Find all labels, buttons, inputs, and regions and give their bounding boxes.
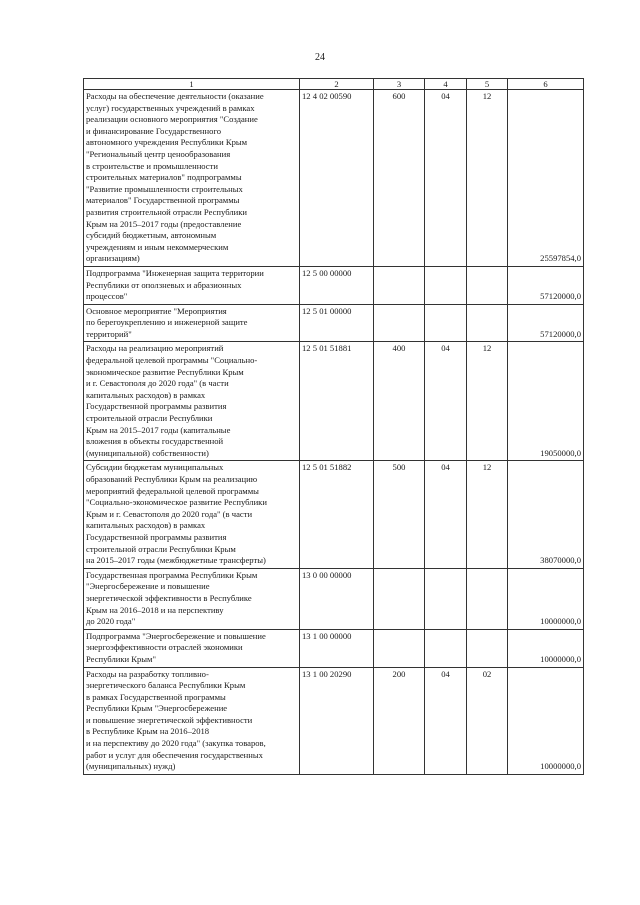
row-section: 04 — [425, 342, 467, 461]
row-subsection — [467, 568, 508, 629]
description-line: Республики Крым "Энергосбережение — [86, 703, 228, 714]
description-line: капитальных расходов) в рамках — [86, 389, 206, 400]
description-line: Расходы на разработку топливно- — [86, 668, 209, 679]
table-row — [84, 568, 584, 629]
row-amount: 57120000,0 — [508, 304, 584, 342]
row-expense-type — [374, 304, 425, 342]
description-line: работ и услуг для обеспечения государственных — [86, 749, 263, 760]
column-header: 4 — [425, 79, 467, 90]
description-line: экономическое развитие Республики Крым — [86, 366, 244, 377]
description-line: на 2015–2017 годы (межбюджетные трансферты) — [86, 555, 266, 566]
column-header: 5 — [467, 79, 508, 90]
table-header-row — [84, 79, 584, 90]
page-number: 24 — [315, 52, 325, 63]
row-section — [425, 266, 467, 304]
description-line: Субсидии бюджетам муниципальных — [86, 462, 224, 473]
description-line: Крым на 2015–2017 годы (предоставление — [86, 218, 242, 229]
description-line: учреждениям и иным некоммерческим — [86, 241, 229, 252]
row-code: 13 0 00 00000 — [300, 568, 374, 629]
description-line: до 2020 года" — [86, 616, 136, 627]
description-line: Крым и г. Севастополя до 2020 года" (в части — [86, 508, 253, 519]
description-line: Государственной программы развития — [86, 531, 227, 542]
row-section: 04 — [425, 90, 467, 267]
description-line: энергоэффективности отраслей экономики — [86, 642, 243, 653]
description-line: и г. Севастополя до 2020 года" (в части — [86, 378, 229, 389]
description-line: Основное мероприятие "Мероприятия — [86, 305, 227, 316]
description-line: по берегоукреплению и инженерной защите — [86, 317, 248, 328]
description-line: вложения в объекты государственной — [86, 436, 224, 447]
description-line: "Энергосбережение и повышение — [86, 581, 210, 592]
description-line: и на перспективу до 2020 года" (закупка товаров, — [86, 738, 266, 749]
description-line: Расходы на обеспечение деятельности (оказание — [86, 91, 264, 101]
row-amount: 10000000,0 — [508, 629, 584, 667]
row-section — [425, 629, 467, 667]
description-line: и финансирование Государственного — [86, 125, 222, 136]
row-expense-type — [374, 629, 425, 667]
row-subsection — [467, 629, 508, 667]
description-line: Подпрограмма "Энергосбережение и повышение — [86, 630, 266, 641]
row-description — [84, 568, 300, 629]
column-header: 1 — [84, 79, 300, 90]
description-line: материалов" Государственной программы — [86, 195, 240, 206]
row-description — [84, 342, 300, 461]
description-line: энергетической эффективности в Республике — [86, 592, 252, 603]
description-line: реализации основного мероприятия "Создание — [86, 114, 258, 125]
description-line: образований Республики Крым на реализацию — [86, 474, 258, 484]
description-line: Подпрограмма "Инженерная защита территории — [86, 267, 264, 278]
description-line: капитальных расходов) в рамках — [86, 520, 206, 531]
row-subsection: 02 — [467, 667, 508, 774]
description-line: и повышение энергетической эффективности — [86, 714, 253, 725]
row-code: 13 1 00 00000 — [300, 629, 374, 667]
description-line: субсидий бюджетным, автономным — [86, 230, 217, 241]
row-code: 12 5 01 51881 — [300, 342, 374, 461]
row-description — [84, 461, 300, 568]
row-expense-type — [374, 266, 425, 304]
row-section — [425, 568, 467, 629]
row-expense-type: 600 — [374, 90, 425, 267]
description-line: Республики Крым" — [86, 653, 157, 664]
description-line: (муниципальной) собственности) — [86, 447, 209, 458]
table-row — [84, 304, 584, 342]
row-amount: 10000000,0 — [508, 568, 584, 629]
description-line: в строительстве и промышленности — [86, 160, 218, 171]
row-section — [425, 304, 467, 342]
row-section: 04 — [425, 461, 467, 568]
description-line: "Региональный центр ценообразования — [86, 148, 231, 159]
description-line: строительных материалов" подпрограммы — [86, 172, 242, 183]
row-code: 13 1 00 20290 — [300, 667, 374, 774]
row-amount: 10000000,0 — [508, 667, 584, 774]
row-section: 04 — [425, 667, 467, 774]
description-line: Расходы на реализацию мероприятий — [86, 343, 224, 354]
description-line: Государственная программа Республики Крым — [86, 569, 258, 580]
budget-table — [83, 78, 584, 775]
row-code: 12 5 01 00000 — [300, 304, 374, 342]
row-amount: 57120000,0 — [508, 266, 584, 304]
row-subsection: 12 — [467, 90, 508, 267]
row-expense-type: 500 — [374, 461, 425, 568]
row-subsection: 12 — [467, 342, 508, 461]
row-amount: 38070000,0 — [508, 461, 584, 568]
row-subsection — [467, 304, 508, 342]
column-header: 2 — [300, 79, 374, 90]
description-line: автономного учреждения Республики Крым — [86, 137, 248, 148]
table-row — [84, 667, 584, 774]
table-row — [84, 461, 584, 568]
description-line: строительной отрасли Республики Крым — [86, 543, 236, 554]
description-line: Республики от оползневых и абразионных — [86, 279, 242, 290]
row-code: 12 5 01 51882 — [300, 461, 374, 568]
row-subsection — [467, 266, 508, 304]
description-line: организациям) — [86, 253, 140, 264]
description-line: в Республике Крым на 2016–2018 — [86, 726, 210, 737]
row-description — [84, 629, 300, 667]
row-code: 12 5 00 00000 — [300, 266, 374, 304]
description-line: строительной отрасли Республики — [86, 413, 213, 424]
row-code: 12 4 02 00590 — [300, 90, 374, 267]
description-line: развития строительной отрасли Республики — [86, 206, 248, 217]
description-line: Государственной программы развития — [86, 401, 227, 412]
row-description — [84, 90, 300, 267]
description-line: Крым на 2016–2018 и на перспективу — [86, 604, 224, 615]
table-row — [84, 266, 584, 304]
column-header: 6 — [508, 79, 584, 90]
row-amount: 19050000,0 — [508, 342, 584, 461]
column-header: 3 — [374, 79, 425, 90]
table-row — [84, 342, 584, 461]
table-row — [84, 629, 584, 667]
row-expense-type — [374, 568, 425, 629]
description-line: процессов" — [86, 291, 128, 302]
description-line: "Развитие промышленности строительных — [86, 183, 243, 194]
row-description — [84, 304, 300, 342]
row-description — [84, 667, 300, 774]
description-line: мероприятий федеральной целевой программы — [86, 485, 259, 496]
description-line: (муниципальных) нужд) — [86, 761, 176, 772]
row-subsection: 12 — [467, 461, 508, 568]
row-amount: 25597854,0 — [508, 90, 584, 267]
row-expense-type: 400 — [374, 342, 425, 461]
description-line: услуг) государственных учреждений в рамках — [86, 102, 255, 113]
description-line: "Социально-экономическое развитие Республики — [86, 497, 267, 508]
description-line: территорий" — [86, 328, 132, 339]
description-line: федеральной целевой программы "Социально- — [86, 355, 258, 366]
description-line: Крым на 2015–2017 годы (капитальные — [86, 424, 231, 435]
description-line: в рамках Государственной программы — [86, 691, 226, 702]
row-description — [84, 266, 300, 304]
row-expense-type: 200 — [374, 667, 425, 774]
table-row — [84, 90, 584, 267]
description-line: энергетического баланса Республики Крым — [86, 680, 246, 691]
